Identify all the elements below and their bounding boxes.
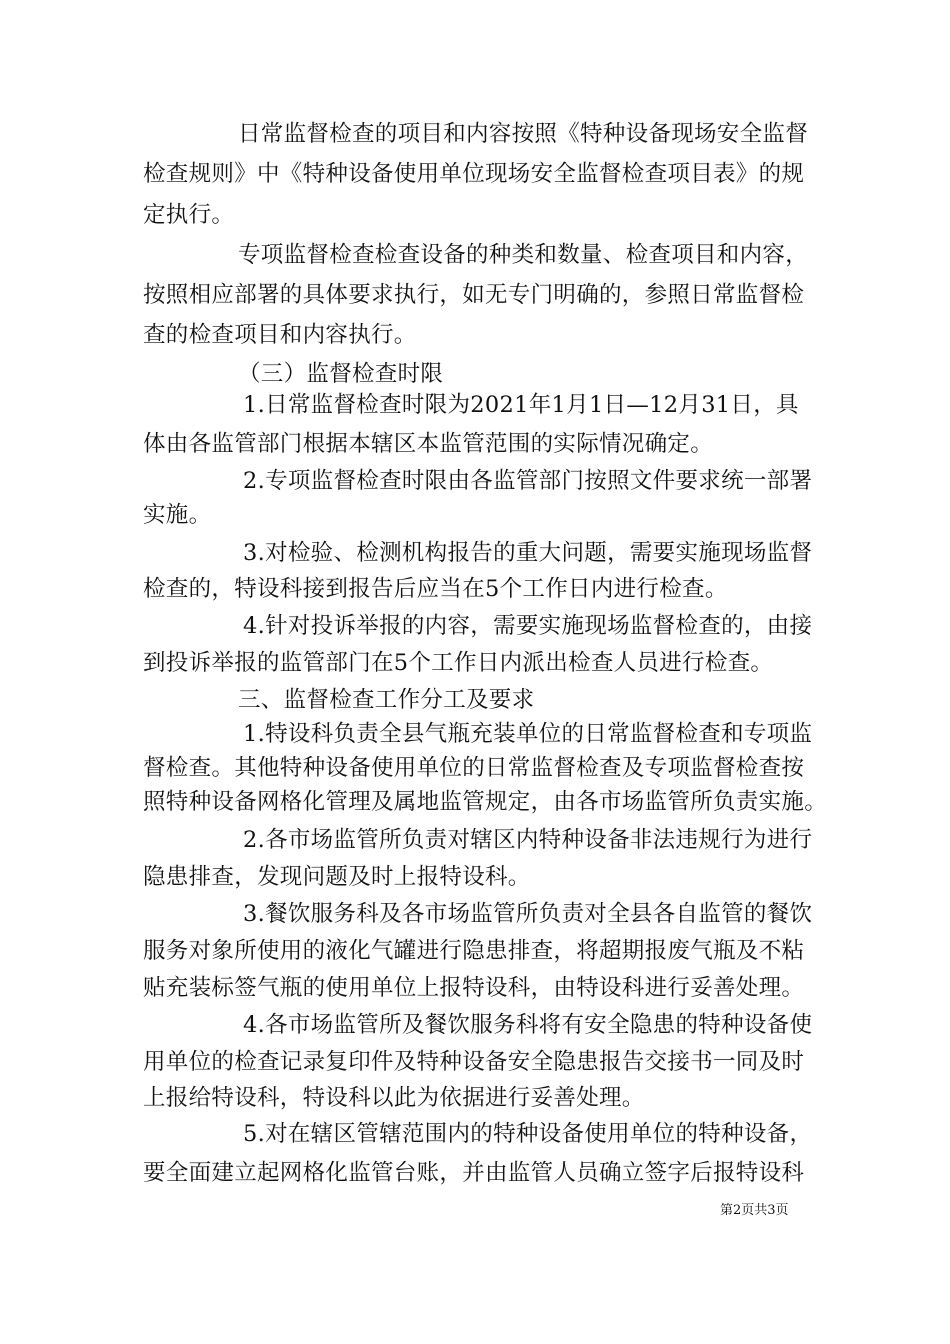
text-line: 3.对检验、检测机构报告的重大问题，需要实施现场监督 [243, 540, 813, 566]
text-line: 检查的，特设科接到报告后应当在5个工作日内进行检查。 [143, 576, 728, 602]
text-line: 专项监督检查检查设备的种类和数量、检查项目和内容， [238, 242, 809, 268]
text-line: 按照相应部署的具体要求执行，如无专门明确的，参照日常监督检 [143, 282, 805, 308]
text-line: 服务对象所使用的液化气罐进行隐患排查，将超期报废气瓶及不粘 [143, 938, 805, 964]
page-number-footer: 第2页共3页 [720, 1203, 789, 1218]
text-line: 4.针对投诉举报的内容，需要实施现场监督检查的，由接 [243, 613, 813, 639]
text-line: 3.餐饮服务科及各市场监管所负责对全县各自监管的餐饮 [243, 901, 813, 927]
text-line: 督检查。其他特种设备使用单位的日常监督检查及专项监督检查按 [143, 755, 805, 781]
text-line: 查的检查项目和内容执行。 [143, 322, 417, 348]
section-heading: （三）监督检查时限 [238, 361, 444, 387]
text-line: 要全面建立起网格化监管台账，并由监管人员确立签字后报特设科 [143, 1160, 805, 1186]
text-line: 2.各市场监管所负责对辖区内特种设备非法违规行为进行 [243, 827, 813, 853]
text-line: 检查规则》中《特种设备使用单位现场安全监督检查项目表》的规 [143, 161, 805, 187]
text-line: 到投诉举报的监管部门在5个工作日内派出检查人员进行检查。 [143, 650, 774, 676]
text-line: 上报给特设科，特设科以此为依据进行妥善处理。 [143, 1085, 645, 1111]
section-heading: 三、监督检查工作分工及要求 [238, 687, 535, 713]
text-line: 隐患排查，发现问题及时上报特设科。 [143, 864, 531, 890]
text-line: 用单位的检查记录复印件及特种设备安全隐患报告交接书一同及时 [143, 1049, 805, 1075]
text-line: 5.对在辖区管辖范围内的特种设备使用单位的特种设备， [243, 1121, 813, 1147]
text-line: 实施。 [143, 502, 212, 528]
text-line: 4.各市场监管所及餐饮服务科将有安全隐患的特种设备使 [243, 1012, 813, 1038]
text-line: 日常监督检查的项目和内容按照《特种设备现场安全监督 [238, 121, 809, 147]
text-line: 1.特设科负责全县气瓶充装单位的日常监督检查和专项监 [243, 721, 813, 747]
text-line: 照特种设备网格化管理及属地监管规定，由各市场监管所负责实施。 [143, 789, 828, 815]
text-line: 体由各监管部门根据本辖区本监管范围的实际情况确定。 [143, 431, 714, 457]
text-line: 定执行。 [143, 202, 235, 228]
text-line: 1.日常监督检查时限为2021年1月1日—12月31日，具 [243, 392, 799, 418]
text-line: 贴充装标签气瓶的使用单位上报特设科，由特设科进行妥善处理。 [143, 975, 805, 1001]
text-line: 2.专项监督检查时限由各监管部门按照文件要求统一部署 [243, 468, 813, 494]
